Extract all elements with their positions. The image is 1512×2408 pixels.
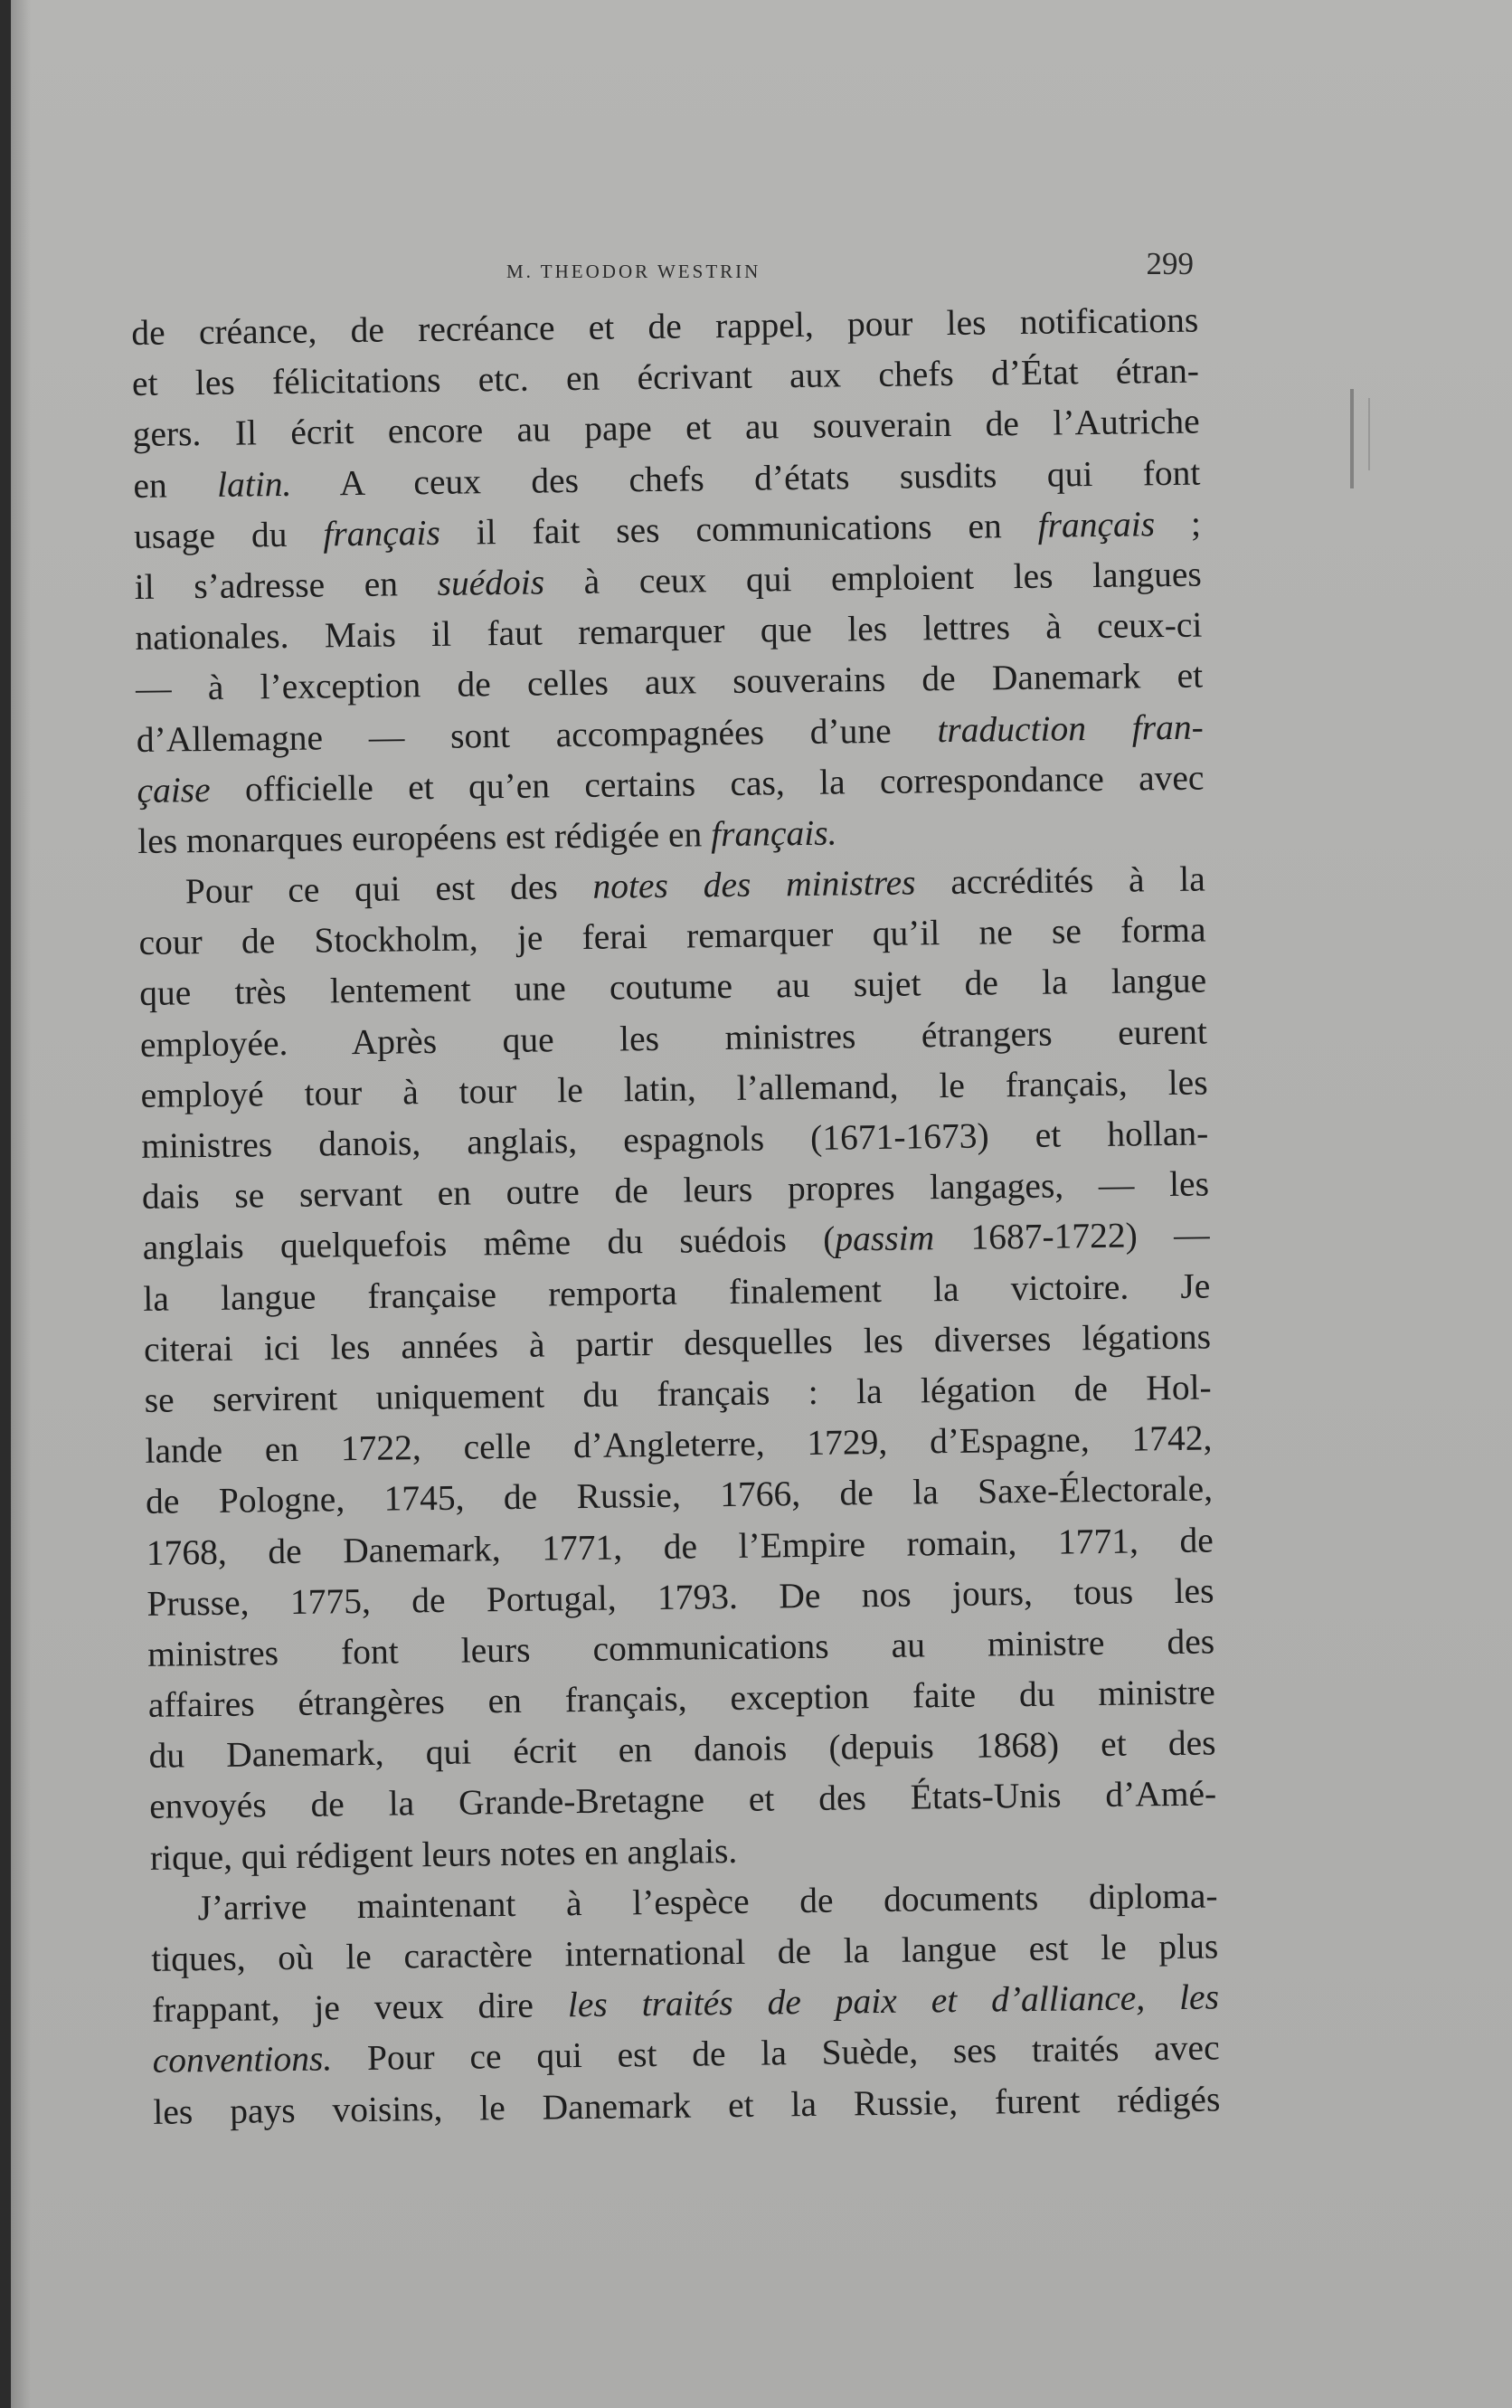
text-segment: 1687-1722) — <box>933 1214 1210 1258</box>
text-segment: se servirent uniquement du français : la légation de Hol- <box>144 1367 1212 1420</box>
page-header <box>127 244 1194 299</box>
text-segment: les pays voisins, le Danemark et la Russie, furent rédigés <box>153 2078 1221 2132</box>
italic-text: français. <box>710 812 837 855</box>
text-segment: 1768, de Danemark, 1771, de l’Empire romain, 1771, de <box>146 1519 1214 1573</box>
text-segment: employée. Après que les ministres étrangers eurent <box>139 1011 1208 1065</box>
text-segment: du Danemark, qui écrit en danois (depuis 1868) et des <box>148 1722 1216 1777</box>
text-segment: Pour ce qui est des <box>184 866 593 912</box>
text-segment: dais se servant en outre de leurs propres langages, — les <box>141 1163 1210 1218</box>
italic-text: conventions. <box>152 2038 333 2081</box>
text-segment: nationales. Mais il faut remarquer que les lettres à ceux-ci <box>135 604 1203 659</box>
text-segment: A ceux des chefs d’états susdits qui font <box>291 452 1201 504</box>
margin-mark <box>1368 398 1370 470</box>
text-segment: de créance, de recréance et de rappel, pour les notifications <box>131 299 1199 353</box>
text-segment: lande en 1722, celle d’Angleterre, 1729, d’Espagne, 1742, <box>145 1417 1213 1472</box>
text-segment: employé tour à tour le latin, l’allemand, le français, les <box>140 1062 1208 1115</box>
text-segment: rique, qui rédigent leurs notes en anglais. <box>149 1830 738 1878</box>
text-segment: affaires étrangères en français, exception faite du ministre <box>147 1672 1216 1725</box>
italic-text: les traités de paix et d’alliance, les <box>567 1977 1220 2025</box>
text-segment: frappant, je veux dire <box>151 1985 569 2031</box>
italic-text: français <box>1037 503 1156 545</box>
text-segment: — à l’exception de celles aux souverains de Danemark et <box>135 655 1204 709</box>
text-segment: accrédités à la <box>915 858 1206 903</box>
text-segment: ministres font leurs communications au ministre des <box>146 1621 1215 1674</box>
italic-text: çaise <box>137 769 211 811</box>
margin-mark <box>1350 389 1354 488</box>
text-segment: d’Allemagne — sont accompagnées d’une <box>136 709 938 760</box>
text-segment: envoyés de la Grande-Bretagne et des États-Unis d’Amé- <box>148 1773 1217 1827</box>
text-segment: il s’adresse en <box>134 563 438 607</box>
text-segment: cour de Stockholm, je ferai remarquer qu’il ne se forma <box>138 909 1206 963</box>
book-spine-shadow <box>0 0 11 2408</box>
text-segment: à ceux qui emploient les langues <box>543 554 1202 602</box>
italic-text: français <box>323 512 441 555</box>
page-number: 299 <box>1146 246 1194 281</box>
text-segment: anglais quelquefois même du suédois ( <box>142 1218 836 1268</box>
italic-text: passim <box>835 1218 935 1259</box>
text-segment: gers. Il écrit encore au pape et au souverain de l’Autriche <box>132 401 1200 455</box>
text-segment: tiques, où le caractère international de la langue est le plus <box>151 1926 1219 1979</box>
text-segment: ministres danois, anglais, espagnols (1671-1673) et hollan- <box>141 1113 1209 1166</box>
running-title: M. THEODOR WESTRIN <box>506 261 761 282</box>
text-segment: Prusse, 1775, de Portugal, 1793. De nos jours, tous les <box>146 1570 1214 1624</box>
text-segment: ; <box>1154 503 1202 544</box>
text-segment: Pour ce qui est de la Suède, ses traités avec <box>331 2027 1220 2079</box>
text-segment: de Pologne, 1745, de Russie, 1766, de la Saxe-Électorale, <box>145 1468 1214 1522</box>
body-text <box>131 295 1221 2138</box>
text-segment: usage du <box>133 514 324 556</box>
text-segment: les monarques européens est rédigée en <box>137 814 712 861</box>
text-segment: la langue française remporta finalement la victoire. Je <box>143 1266 1211 1319</box>
italic-text: traduction fran- <box>937 706 1205 750</box>
text-segment: en <box>133 464 218 506</box>
italic-text: latin. <box>216 463 292 505</box>
italic-text: suédois <box>437 562 545 603</box>
text-segment: J’arrive maintenant à l’espèce de documents diploma- <box>197 1875 1218 1929</box>
text-segment: il fait ses communications en <box>439 505 1038 553</box>
text-segment: officielle et qu’en certains cas, la correspondance avec <box>210 757 1205 810</box>
text-segment: que très lentement une coutume au sujet de la langue <box>138 960 1207 1014</box>
text-segment: citerai ici les années à partir desquelles les diverses légations <box>143 1316 1212 1370</box>
text-segment: et les félicitations etc. en écrivant aux chefs d’État étran- <box>131 350 1200 404</box>
italic-text: notes des ministres <box>592 862 916 906</box>
